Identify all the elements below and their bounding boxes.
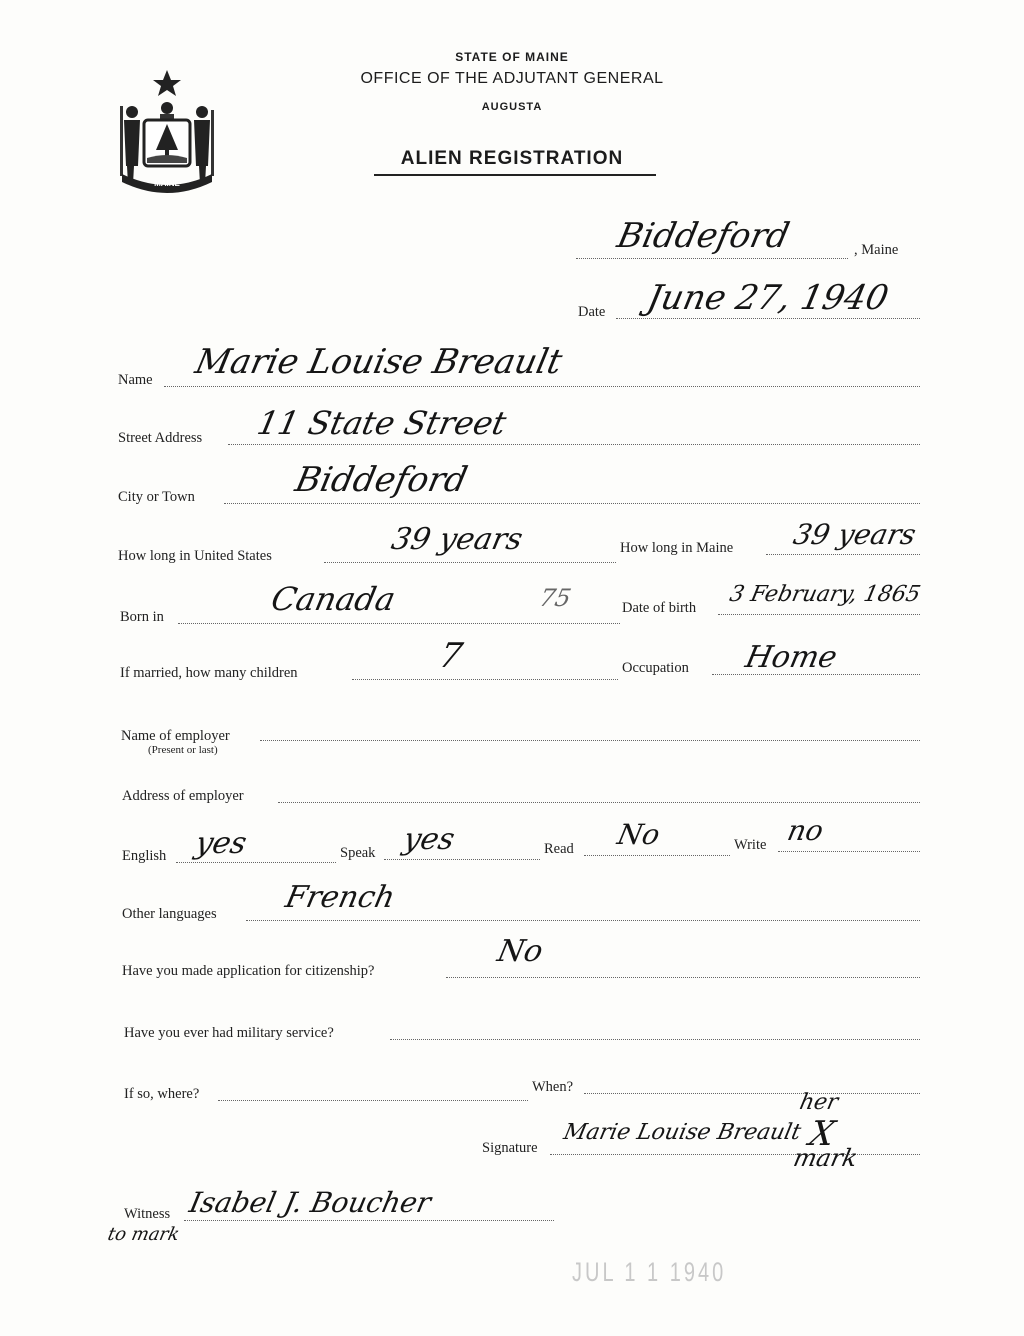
speak-line bbox=[384, 859, 540, 860]
witness-label: Witness bbox=[124, 1206, 171, 1222]
city-value: Biddeford bbox=[291, 460, 471, 500]
us-duration-line bbox=[324, 562, 616, 563]
other-languages-value: French bbox=[282, 880, 399, 915]
other-languages-line bbox=[246, 920, 920, 921]
read-label: Read bbox=[544, 841, 574, 857]
employer-address-label: Address of employer bbox=[122, 788, 244, 804]
employer-sublabel: (Present or last) bbox=[148, 744, 218, 756]
signature-her: her bbox=[797, 1090, 841, 1115]
speak-value: yes bbox=[400, 822, 458, 857]
where-label: If so, where? bbox=[124, 1086, 200, 1102]
office-heading: OFFICE OF THE ADJUTANT GENERAL bbox=[360, 70, 664, 87]
town-value: Biddeford bbox=[613, 216, 793, 256]
military-label: Have you ever had military service? bbox=[124, 1025, 334, 1041]
name-value: Marie Louise Breault bbox=[191, 342, 566, 382]
state-heading: STATE OF MAINE bbox=[455, 50, 569, 64]
signature-mark: mark bbox=[791, 1144, 861, 1172]
employer-label: Name of employer bbox=[121, 728, 230, 744]
military-line bbox=[390, 1039, 920, 1040]
street-line bbox=[228, 444, 920, 445]
name-line bbox=[164, 386, 920, 387]
signature-x-mark: X bbox=[805, 1114, 839, 1154]
street-label: Street Address bbox=[118, 430, 203, 446]
title-underline bbox=[374, 174, 656, 176]
citizenship-value: No bbox=[494, 934, 547, 969]
children-line bbox=[352, 679, 618, 680]
occupation-label: Occupation bbox=[622, 660, 689, 676]
witness-note: to mark bbox=[105, 1224, 182, 1245]
citizenship-line bbox=[446, 977, 920, 978]
employer-line bbox=[260, 740, 920, 741]
born-line bbox=[178, 623, 620, 624]
signature-label: Signature bbox=[482, 1140, 538, 1156]
us-duration-value: 39 years bbox=[388, 522, 526, 557]
write-line bbox=[778, 851, 920, 852]
signature-line bbox=[550, 1154, 920, 1155]
when-line bbox=[584, 1093, 920, 1094]
write-label: Write bbox=[734, 837, 767, 853]
english-value: yes bbox=[192, 826, 250, 861]
maine-duration-line bbox=[766, 554, 920, 555]
age-note: 75 bbox=[537, 584, 574, 612]
witness-value: Isabel J. Boucher bbox=[186, 1186, 434, 1219]
city-line bbox=[224, 503, 920, 504]
read-value: No bbox=[614, 818, 663, 851]
maine-suffix-label: , Maine bbox=[854, 242, 899, 258]
when-label: When? bbox=[532, 1079, 574, 1095]
maine-duration-label: How long in Maine bbox=[620, 540, 734, 556]
english-line bbox=[176, 862, 336, 863]
town-line bbox=[576, 258, 848, 259]
received-stamp: JUL 1 1 1940 bbox=[572, 1258, 727, 1288]
dob-value: 3 February, 1865 bbox=[727, 582, 923, 607]
dob-line bbox=[718, 614, 920, 615]
date-value: June 27, 1940 bbox=[643, 278, 893, 318]
dob-label: Date of birth bbox=[622, 600, 697, 616]
witness-line bbox=[184, 1220, 554, 1221]
seal-motto: MAINE bbox=[154, 179, 180, 188]
date-line bbox=[616, 318, 920, 319]
where-line bbox=[218, 1100, 528, 1101]
form-title: ALIEN REGISTRATION bbox=[400, 148, 624, 169]
speak-label: Speak bbox=[340, 845, 376, 861]
born-value: Canada bbox=[267, 580, 399, 618]
maine-duration-value: 39 years bbox=[790, 518, 919, 551]
city-heading: AUGUSTA bbox=[481, 101, 543, 113]
date-label: Date bbox=[578, 304, 606, 320]
occupation-value: Home bbox=[742, 640, 841, 675]
english-label: English bbox=[122, 848, 167, 864]
children-value: 7 bbox=[435, 636, 466, 676]
children-label: If married, how many children bbox=[120, 665, 298, 681]
street-value: 11 State Street bbox=[253, 404, 510, 442]
city-label: City or Town bbox=[118, 489, 195, 505]
signature-value: Marie Louise Breault bbox=[561, 1120, 804, 1145]
us-duration-label: How long in United States bbox=[118, 548, 272, 564]
citizenship-label: Have you made application for citizenship? bbox=[122, 963, 375, 979]
read-line bbox=[584, 855, 730, 856]
write-value: no bbox=[784, 814, 827, 847]
name-label: Name bbox=[118, 372, 153, 388]
employer-address-line bbox=[278, 802, 920, 803]
other-languages-label: Other languages bbox=[122, 906, 217, 922]
born-label: Born in bbox=[120, 609, 164, 625]
